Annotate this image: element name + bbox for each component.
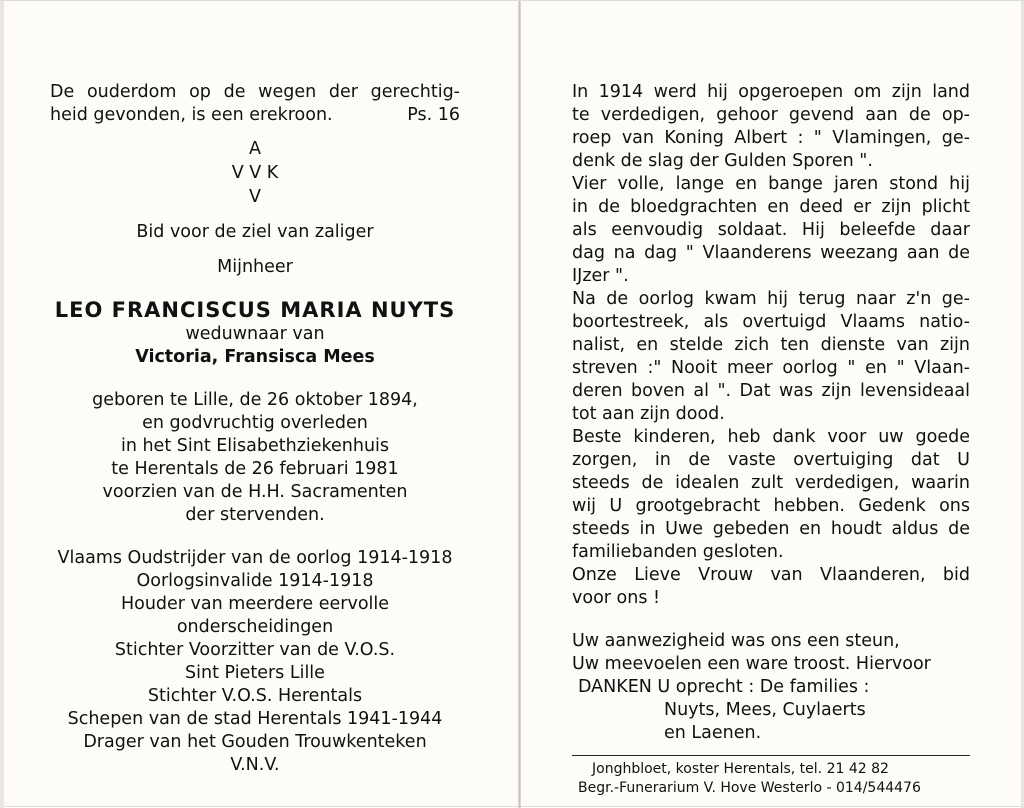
honor-line: Drager van het Gouden Trouwkenteken [83,732,427,752]
family-names: Nuyts, Mees, Cuylaerts [664,700,866,720]
paragraph-war-call [572,81,970,173]
honors-list [50,547,460,777]
biography [50,389,460,527]
bio-line: te Herentals de 26 februari 1981 [111,459,399,479]
prayer-line: Bid voor de ziel van zaliger [136,222,374,242]
text-line: Onze Lieve Vrouw van Vlaanderen, bid [572,565,970,585]
bio-line: en godvruchtig overleden [142,413,368,433]
text-line: streven :" Nooit meer oorlog " en " Vlaan- [572,358,970,378]
honor-line: Vlaams Oudstrijder van de oorlog 1914-1918 [57,548,453,568]
printer-line-2: Begr.-Funerarium V. Hove Westerlo - 014/544476 [578,780,921,796]
text-line: Vier volle, lange en bange jaren stond hij [572,174,970,194]
text-line: steeds in Uwe gebeden en houdt aldus de [572,519,970,539]
bio-line: in het Sint Elisabethziekenhuis [120,436,390,456]
text-line: deren boven al ". Dat was zijn levensideaal [572,381,970,401]
deceased-name: LEO FRANCISCUS MARIA NUYTS [54,298,456,322]
divider-line [572,755,970,756]
paragraph-after-war [572,288,970,426]
honor-line: V.N.V. [230,755,280,775]
text-line: nalist, en stelde zich ten dienste van zijn [572,335,970,355]
widower-of: weduwnaar van [185,324,325,344]
family-names: en Laenen. [664,723,762,743]
thanks-line: DANKEN U oprecht : De families : [578,677,870,697]
epigraph-reference: Ps. 16 [407,105,460,125]
bio-line: der stervenden. [185,505,325,525]
text-line: denk de slag der Gulden Sporen ". [572,151,873,171]
text-line: In 1914 werd hij opgeroepen om zijn land [572,82,970,102]
honor-line: Houder van meerdere eervolle [120,594,390,614]
text-line: dag na dag " Vlaanderens weezang aan de [572,243,970,263]
text-line: wij U grootgebracht hebben. Gedenk ons [572,496,970,516]
epigraph-line-2 [50,104,460,127]
text-line: in de bloedgrachten en deed er zijn plicht [572,197,970,217]
epigraph-line-1: De ouderdom op de wegen der gerechtig- [50,82,460,102]
text-line: roep van Koning Albert : " Vlamingen, ge- [572,128,970,148]
text-line: voor ons ! [572,588,661,608]
thanks-block [572,630,970,745]
text-line: IJzer ". [572,266,629,286]
paragraph-children [572,426,970,564]
monogram-middle: V V K [231,163,279,183]
card-fold [518,1,521,808]
honor-line: onderscheidingen [176,617,334,637]
honor-line: Stichter Voorzitter van de V.O.S. [114,640,396,660]
right-page [572,81,970,798]
left-page [50,81,460,777]
text-line: Beste kinderen, heb dank voor uw goede [572,427,970,447]
text-line: familiebanden gesloten. [572,542,784,562]
card-edge-left [0,1,4,808]
thanks-line: Uw aanwezigheid was ons een steun, [572,631,900,651]
honor-line: Sint Pieters Lille [185,663,325,683]
honor-line: Stichter V.O.S. Herentals [147,686,363,706]
monogram-bottom: V [249,187,261,207]
spouse-name: Victoria, Fransisca Mees [135,347,375,367]
text-line: als eenvoudig soldaat. Hij beleefde daar [572,220,970,240]
printer-line-1: Jonghbloet, koster Herentals, tel. 21 42 82 [592,761,889,777]
paragraph-war-years [572,173,970,288]
text-line: steeds de idealen zult verdedigen, waarin [572,473,970,493]
text-line: te verdedigen, gehoor gevend aan de op- [572,105,970,125]
text-line: zorgen, in de vaste overtuiging dat U [572,450,970,470]
monogram-top: A [249,139,261,159]
bio-line: geboren te Lille, de 26 oktober 1894, [92,390,418,410]
thanks-line: Uw meevoelen een ware troost. Hiervoor [572,654,931,674]
text-line: Na de oorlog kwam hij terug naar z'n ge- [572,289,970,309]
bio-line: voorzien van de H.H. Sacramenten [102,482,408,502]
text-line: boortestreek, als overtuigd Vlaams natio- [572,312,970,332]
monogram [50,137,460,209]
paragraph-prayer [572,564,970,610]
text-line: tot aan zijn dood. [572,404,725,424]
honorific: Mijnheer [217,257,293,277]
honor-line: Oorlogsinvalide 1914-1918 [136,571,374,591]
epigraph-text: heid gevonden, is een erekroon. [50,105,333,125]
honor-line: Schepen van de stad Herentals 1941-1944 [67,709,443,729]
